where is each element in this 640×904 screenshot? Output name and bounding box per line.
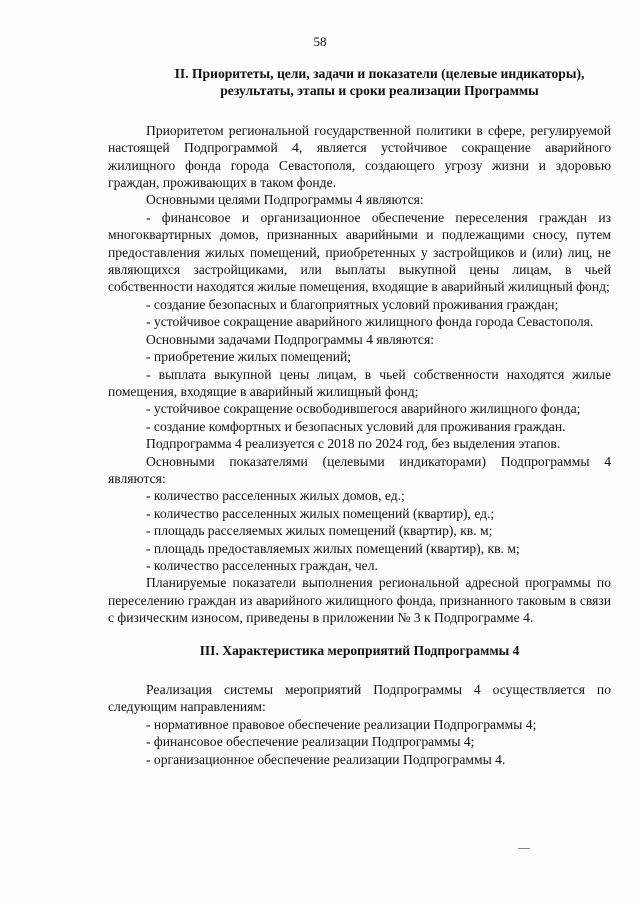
section-3-intro: Реализация системы мероприятий Подпрограммы 4 осуществляется по следующим направлениям: [108, 682, 611, 715]
direction-item: - нормативное правовое обеспечение реализации Подпрограммы 4; [146, 716, 537, 732]
page-number: 58 [313, 34, 327, 49]
indicator-item: - количество расселенных граждан, чел. [146, 557, 378, 573]
indicator-item: - количество расселенных жилых помещений (квартир), ед.; [146, 505, 495, 521]
indicator-item: - площадь предоставляемых жилых помещений (квартир), кв. м; [146, 540, 520, 556]
indicators-intro: Основными показателями (целевыми индикаторами) Подпрограммы 4 являются: [108, 453, 611, 486]
planned-indicators-paragraph: Планируемые показатели выполнения региональной адресной программы по переселению граждан из аварийного жилищного фонда, признанного таковым в связи с физическим износом, приведены в приложении № 3 к Подпрограмме 4. [108, 575, 611, 626]
direction-item: - организационное обеспечение реализации Подпрограммы 4. [146, 751, 506, 767]
goal-item: - финансовое и организационное обеспечение переселения граждан из многоквартирных домов, признанных аварийными и подлежащими сносу, путем предоставления жилых помещений, приобретенных у застройщиков и (или) лиц, не являющихся застройщиками, или выплаты выкупной цены лицам, в чьей собственности находятся жилые помещения, входящие в аварийный жилищный фонд; [108, 209, 611, 295]
period-paragraph: Подпрограмма 4 реализуется с 2018 по 2024 год, без выделения этапов. [146, 436, 561, 452]
task-item: - приобретение жилых помещений; [146, 349, 352, 365]
scan-artifact-mark [518, 848, 530, 849]
goals-intro: Основными целями Подпрограммы 4 являются: [146, 192, 424, 208]
tasks-intro: Основными задачами Подпрограммы 4 являются: [146, 331, 434, 347]
indicator-item: - площадь расселяемых жилых помещений (квартир), кв. м; [146, 523, 493, 539]
priority-paragraph: Приоритетом региональной государственной политики в сфере, регулируемой настоящей Подпрограммой 4, является устойчивое сокращение аварийного жилищного фонда города Севастополя, создающего угрозу жизни и здоровью граждан, проживающих в таком фонде. [108, 122, 611, 191]
section-3-title: III. Характеристика мероприятий Подпрограммы 4 [199, 642, 520, 658]
task-item: - выплата выкупной цены лицам, в чьей собственности находятся жилые помещения, входящие в аварийный жилищный фонд; [108, 366, 611, 399]
goal-item: - создание безопасных и благоприятных условий проживания граждан; [146, 296, 559, 312]
indicator-item: - количество расселенных жилых домов, ед.; [146, 488, 405, 504]
task-item: - создание комфортных и безопасных условий для проживания граждан. [146, 418, 566, 434]
document-body [108, 65, 611, 768]
section-2-title: II. Приоритеты, цели, задачи и показатели (целевые индикаторы), результаты, этапы и сроки реализации Программы [174, 66, 585, 99]
goal-item: - устойчивое сокращение аварийного жилищного фонда города Севастополя. [146, 314, 594, 330]
direction-item: - финансовое обеспечение реализации Подпрограммы 4; [146, 734, 475, 750]
task-item: - устойчивое сокращение освободившегося аварийного жилищного фонда; [146, 401, 581, 417]
